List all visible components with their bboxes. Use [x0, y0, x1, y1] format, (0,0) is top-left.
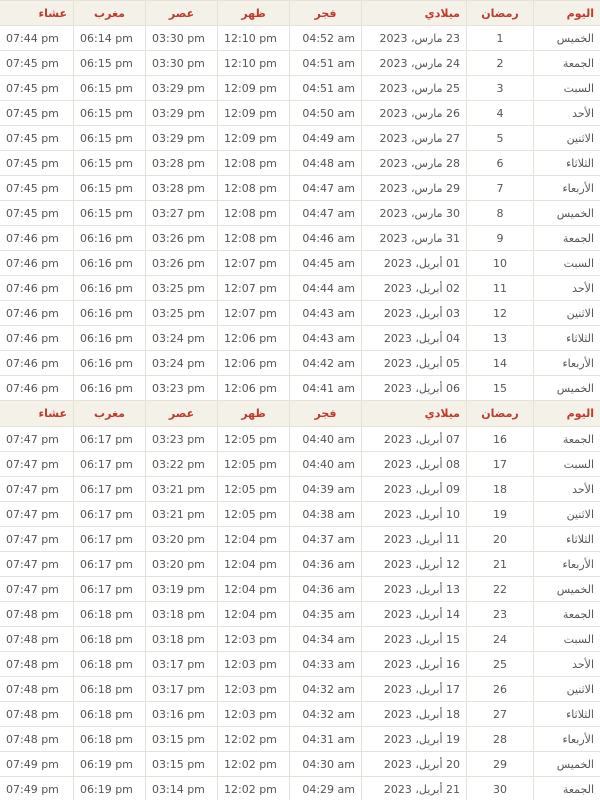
table-row [0, 176, 600, 201]
cell-isha: 07:48 pm [6, 707, 59, 721]
column-header-asr: عصر [145, 401, 217, 426]
table-row [0, 26, 600, 51]
column-header-fajr: فجر [289, 401, 361, 426]
cell-dhuhr: 12:05 pm [217, 502, 289, 526]
cell-asr: 03:15 pm [145, 752, 217, 776]
cell-asr: 03:27 pm [145, 201, 217, 225]
table-row [0, 652, 600, 677]
cell-dhuhr: 12:06 pm [217, 351, 289, 375]
cell-asr: 03:19 pm [145, 577, 217, 601]
cell-fajr: 04:36 am [289, 577, 361, 601]
cell-fajr: 04:30 am [289, 752, 361, 776]
table-row [0, 577, 600, 602]
column-header-ramadan: رمضان [466, 1, 533, 25]
table-row [0, 727, 600, 752]
cell-ramadan: 5 [466, 126, 533, 150]
cell-gregorian: 28 مارس، 2023 [361, 151, 466, 175]
cell-asr: 03:28 pm [145, 151, 217, 175]
cell-isha: 07:45 pm [6, 181, 59, 195]
table-row [0, 276, 600, 301]
cell-isha: 07:49 pm [6, 757, 59, 771]
cell-ramadan: 20 [466, 527, 533, 551]
table-row [0, 151, 600, 176]
cell-dhuhr: 12:05 pm [217, 452, 289, 476]
cell-dhuhr: 12:07 pm [217, 301, 289, 325]
cell-fajr: 04:37 am [289, 527, 361, 551]
cell-maghrib: 06:16 pm [73, 276, 145, 300]
cell-dhuhr: 12:10 pm [217, 26, 289, 50]
cell-day: الاثنين [533, 301, 600, 325]
cell-gregorian: 05 أبريل، 2023 [361, 351, 466, 375]
table-row [0, 702, 600, 727]
cell-maghrib: 06:19 pm [73, 777, 145, 800]
cell-fajr: 04:41 am [289, 376, 361, 400]
cell-ramadan: 21 [466, 552, 533, 576]
cell-maghrib: 06:15 pm [73, 201, 145, 225]
cell-ramadan: 12 [466, 301, 533, 325]
cell-gregorian: 24 مارس، 2023 [361, 51, 466, 75]
cell-ramadan: 27 [466, 702, 533, 726]
cell-isha: 07:45 pm [6, 106, 59, 120]
cell-isha: 07:46 pm [6, 281, 59, 295]
cell-isha: 07:45 pm [6, 81, 59, 95]
cell-asr: 03:20 pm [145, 527, 217, 551]
cell-gregorian: 03 أبريل، 2023 [361, 301, 466, 325]
table-row [0, 101, 600, 126]
cell-asr: 03:22 pm [145, 452, 217, 476]
cell-dhuhr: 12:08 pm [217, 201, 289, 225]
table-row [0, 76, 600, 101]
cell-ramadan: 4 [466, 101, 533, 125]
cell-gregorian: 26 مارس، 2023 [361, 101, 466, 125]
cell-maghrib: 06:16 pm [73, 351, 145, 375]
cell-isha: 07:45 pm [6, 131, 59, 145]
cell-gregorian: 15 أبريل، 2023 [361, 627, 466, 651]
cell-asr: 03:18 pm [145, 602, 217, 626]
cell-gregorian: 09 أبريل، 2023 [361, 477, 466, 501]
cell-isha: 07:46 pm [6, 331, 59, 345]
cell-fajr: 04:36 am [289, 552, 361, 576]
cell-dhuhr: 12:06 pm [217, 376, 289, 400]
cell-maghrib: 06:15 pm [73, 126, 145, 150]
cell-asr: 03:24 pm [145, 351, 217, 375]
column-header-ramadan: رمضان [466, 401, 533, 426]
cell-dhuhr: 12:02 pm [217, 777, 289, 800]
cell-ramadan: 26 [466, 677, 533, 701]
cell-dhuhr: 12:03 pm [217, 677, 289, 701]
table-row [0, 502, 600, 527]
cell-ramadan: 11 [466, 276, 533, 300]
cell-gregorian: 25 مارس، 2023 [361, 76, 466, 100]
cell-fajr: 04:51 am [289, 76, 361, 100]
cell-maghrib: 06:16 pm [73, 226, 145, 250]
cell-day: الخميس [533, 201, 600, 225]
table-row [0, 301, 600, 326]
cell-maghrib: 06:18 pm [73, 677, 145, 701]
cell-dhuhr: 12:03 pm [217, 652, 289, 676]
cell-isha: 07:47 pm [6, 507, 59, 521]
table-row [0, 752, 600, 777]
cell-ramadan: 10 [466, 251, 533, 275]
cell-dhuhr: 12:04 pm [217, 527, 289, 551]
cell-dhuhr: 12:08 pm [217, 151, 289, 175]
cell-asr: 03:23 pm [145, 427, 217, 451]
cell-fajr: 04:38 am [289, 502, 361, 526]
cell-fajr: 04:29 am [289, 777, 361, 800]
table-row [0, 677, 600, 702]
cell-fajr: 04:52 am [289, 26, 361, 50]
cell-maghrib: 06:17 pm [73, 577, 145, 601]
cell-ramadan: 19 [466, 502, 533, 526]
cell-ramadan: 25 [466, 652, 533, 676]
cell-gregorian: 02 أبريل، 2023 [361, 276, 466, 300]
column-header-isha: عشاء [38, 407, 67, 420]
table-row [0, 326, 600, 351]
cell-fajr: 04:40 am [289, 427, 361, 451]
cell-fajr: 04:32 am [289, 702, 361, 726]
cell-asr: 03:26 pm [145, 226, 217, 250]
cell-dhuhr: 12:08 pm [217, 176, 289, 200]
cell-dhuhr: 12:05 pm [217, 427, 289, 451]
cell-maghrib: 06:14 pm [73, 26, 145, 50]
cell-day: الجمعة [533, 226, 600, 250]
cell-maghrib: 06:18 pm [73, 727, 145, 751]
cell-maghrib: 06:17 pm [73, 502, 145, 526]
table-row [0, 126, 600, 151]
cell-fajr: 04:49 am [289, 126, 361, 150]
cell-day: الثلاثاء [533, 702, 600, 726]
cell-ramadan: 18 [466, 477, 533, 501]
cell-ramadan: 23 [466, 602, 533, 626]
cell-isha: 07:49 pm [6, 782, 59, 796]
cell-maghrib: 06:17 pm [73, 477, 145, 501]
cell-isha: 07:46 pm [6, 306, 59, 320]
cell-isha: 07:47 pm [6, 557, 59, 571]
cell-day: الجمعة [533, 777, 600, 800]
cell-ramadan: 24 [466, 627, 533, 651]
cell-dhuhr: 12:08 pm [217, 226, 289, 250]
cell-ramadan: 1 [466, 26, 533, 50]
cell-fajr: 04:48 am [289, 151, 361, 175]
cell-day: السبت [533, 452, 600, 476]
cell-gregorian: 12 أبريل، 2023 [361, 552, 466, 576]
cell-day: الأربعاء [533, 351, 600, 375]
cell-maghrib: 06:17 pm [73, 427, 145, 451]
cell-isha: 07:48 pm [6, 632, 59, 646]
column-header-day: اليوم [533, 1, 600, 25]
cell-fajr: 04:47 am [289, 201, 361, 225]
cell-ramadan: 9 [466, 226, 533, 250]
table-row [0, 627, 600, 652]
cell-maghrib: 06:15 pm [73, 101, 145, 125]
cell-maghrib: 06:16 pm [73, 326, 145, 350]
column-header-gregorian: ميلادي [361, 1, 466, 25]
cell-gregorian: 21 أبريل، 2023 [361, 777, 466, 800]
cell-isha: 07:46 pm [6, 231, 59, 245]
cell-day: الاثنين [533, 677, 600, 701]
table-row [0, 226, 600, 251]
cell-ramadan: 6 [466, 151, 533, 175]
cell-ramadan: 17 [466, 452, 533, 476]
cell-fajr: 04:40 am [289, 452, 361, 476]
cell-maghrib: 06:15 pm [73, 176, 145, 200]
cell-asr: 03:24 pm [145, 326, 217, 350]
cell-day: الثلاثاء [533, 326, 600, 350]
cell-maghrib: 06:18 pm [73, 627, 145, 651]
table-row [0, 602, 600, 627]
cell-fajr: 04:51 am [289, 51, 361, 75]
table-row [0, 351, 600, 376]
cell-day: الأحد [533, 477, 600, 501]
cell-fajr: 04:50 am [289, 101, 361, 125]
column-header-isha: عشاء [38, 6, 67, 20]
cell-dhuhr: 12:10 pm [217, 51, 289, 75]
column-header-day: اليوم [533, 401, 600, 426]
cell-day: الجمعة [533, 602, 600, 626]
cell-ramadan: 15 [466, 376, 533, 400]
cell-dhuhr: 12:06 pm [217, 326, 289, 350]
cell-asr: 03:14 pm [145, 777, 217, 800]
column-header-dhuhr: ظهر [217, 401, 289, 426]
cell-asr: 03:23 pm [145, 376, 217, 400]
column-header-maghrib: مغرب [73, 401, 145, 426]
table-row [0, 251, 600, 276]
column-header-maghrib: مغرب [73, 1, 145, 25]
cell-gregorian: 04 أبريل، 2023 [361, 326, 466, 350]
cell-day: الخميس [533, 752, 600, 776]
cell-gregorian: 14 أبريل، 2023 [361, 602, 466, 626]
table-header-row [0, 0, 600, 26]
cell-day: الأربعاء [533, 176, 600, 200]
table-row [0, 777, 600, 800]
cell-dhuhr: 12:09 pm [217, 101, 289, 125]
cell-asr: 03:25 pm [145, 301, 217, 325]
cell-asr: 03:15 pm [145, 727, 217, 751]
cell-ramadan: 7 [466, 176, 533, 200]
cell-isha: 07:45 pm [6, 156, 59, 170]
cell-asr: 03:18 pm [145, 627, 217, 651]
cell-maghrib: 06:16 pm [73, 251, 145, 275]
cell-maghrib: 06:16 pm [73, 376, 145, 400]
cell-day: الأحد [533, 652, 600, 676]
cell-asr: 03:25 pm [145, 276, 217, 300]
table-row [0, 51, 600, 76]
cell-ramadan: 2 [466, 51, 533, 75]
cell-gregorian: 08 أبريل، 2023 [361, 452, 466, 476]
cell-maghrib: 06:15 pm [73, 151, 145, 175]
cell-ramadan: 28 [466, 727, 533, 751]
cell-maghrib: 06:17 pm [73, 552, 145, 576]
cell-fajr: 04:44 am [289, 276, 361, 300]
cell-gregorian: 18 أبريل، 2023 [361, 702, 466, 726]
cell-day: الأحد [533, 101, 600, 125]
column-header-asr: عصر [145, 1, 217, 25]
cell-isha: 07:48 pm [6, 732, 59, 746]
cell-maghrib: 06:18 pm [73, 602, 145, 626]
cell-isha: 07:47 pm [6, 432, 59, 446]
cell-fajr: 04:46 am [289, 226, 361, 250]
cell-asr: 03:30 pm [145, 26, 217, 50]
cell-gregorian: 06 أبريل، 2023 [361, 376, 466, 400]
cell-day: الثلاثاء [533, 527, 600, 551]
cell-day: الخميس [533, 26, 600, 50]
cell-fajr: 04:43 am [289, 326, 361, 350]
cell-gregorian: 31 مارس، 2023 [361, 226, 466, 250]
table-row [0, 427, 600, 452]
cell-dhuhr: 12:02 pm [217, 727, 289, 751]
cell-day: الثلاثاء [533, 151, 600, 175]
cell-isha: 07:48 pm [6, 657, 59, 671]
cell-dhuhr: 12:04 pm [217, 552, 289, 576]
cell-isha: 07:45 pm [6, 206, 59, 220]
cell-dhuhr: 12:04 pm [217, 577, 289, 601]
cell-maghrib: 06:15 pm [73, 76, 145, 100]
cell-day: الاثنين [533, 126, 600, 150]
cell-isha: 07:48 pm [6, 682, 59, 696]
cell-gregorian: 07 أبريل، 2023 [361, 427, 466, 451]
table-row [0, 201, 600, 226]
cell-fajr: 04:32 am [289, 677, 361, 701]
cell-gregorian: 10 أبريل، 2023 [361, 502, 466, 526]
cell-asr: 03:17 pm [145, 677, 217, 701]
cell-dhuhr: 12:09 pm [217, 126, 289, 150]
cell-fajr: 04:45 am [289, 251, 361, 275]
cell-ramadan: 14 [466, 351, 533, 375]
cell-isha: 07:46 pm [6, 256, 59, 270]
cell-day: الاثنين [533, 502, 600, 526]
table-row [0, 376, 600, 401]
cell-dhuhr: 12:07 pm [217, 251, 289, 275]
cell-dhuhr: 12:03 pm [217, 702, 289, 726]
cell-asr: 03:17 pm [145, 652, 217, 676]
cell-ramadan: 29 [466, 752, 533, 776]
cell-maghrib: 06:15 pm [73, 51, 145, 75]
cell-dhuhr: 12:02 pm [217, 752, 289, 776]
cell-asr: 03:26 pm [145, 251, 217, 275]
cell-isha: 07:47 pm [6, 582, 59, 596]
cell-dhuhr: 12:09 pm [217, 76, 289, 100]
cell-isha: 07:45 pm [6, 56, 59, 70]
cell-gregorian: 27 مارس، 2023 [361, 126, 466, 150]
cell-day: الخميس [533, 577, 600, 601]
cell-isha: 07:48 pm [6, 607, 59, 621]
cell-ramadan: 22 [466, 577, 533, 601]
cell-day: الخميس [533, 376, 600, 400]
cell-gregorian: 17 أبريل، 2023 [361, 677, 466, 701]
cell-asr: 03:30 pm [145, 51, 217, 75]
cell-isha: 07:44 pm [6, 31, 59, 45]
cell-fajr: 04:35 am [289, 602, 361, 626]
cell-day: السبت [533, 251, 600, 275]
cell-gregorian: 11 أبريل، 2023 [361, 527, 466, 551]
cell-ramadan: 8 [466, 201, 533, 225]
table-header-row [0, 401, 600, 427]
cell-asr: 03:21 pm [145, 502, 217, 526]
cell-day: السبت [533, 627, 600, 651]
cell-fajr: 04:42 am [289, 351, 361, 375]
cell-asr: 03:20 pm [145, 552, 217, 576]
cell-fajr: 04:47 am [289, 176, 361, 200]
cell-day: الجمعة [533, 51, 600, 75]
table-row [0, 452, 600, 477]
cell-ramadan: 13 [466, 326, 533, 350]
cell-fajr: 04:34 am [289, 627, 361, 651]
cell-gregorian: 30 مارس، 2023 [361, 201, 466, 225]
cell-day: الأحد [533, 276, 600, 300]
cell-asr: 03:29 pm [145, 126, 217, 150]
cell-asr: 03:21 pm [145, 477, 217, 501]
cell-isha: 07:46 pm [6, 381, 59, 395]
column-header-gregorian: ميلادي [361, 401, 466, 426]
cell-gregorian: 19 أبريل، 2023 [361, 727, 466, 751]
cell-fajr: 04:43 am [289, 301, 361, 325]
cell-isha: 07:47 pm [6, 457, 59, 471]
cell-ramadan: 16 [466, 427, 533, 451]
column-header-dhuhr: ظهر [217, 1, 289, 25]
cell-asr: 03:29 pm [145, 101, 217, 125]
cell-fajr: 04:31 am [289, 727, 361, 751]
cell-day: الأربعاء [533, 552, 600, 576]
cell-day: السبت [533, 76, 600, 100]
cell-gregorian: 01 أبريل، 2023 [361, 251, 466, 275]
cell-gregorian: 16 أبريل، 2023 [361, 652, 466, 676]
cell-gregorian: 13 أبريل، 2023 [361, 577, 466, 601]
cell-ramadan: 30 [466, 777, 533, 800]
column-header-fajr: فجر [289, 1, 361, 25]
cell-fajr: 04:33 am [289, 652, 361, 676]
cell-maghrib: 06:18 pm [73, 652, 145, 676]
cell-maghrib: 06:19 pm [73, 752, 145, 776]
cell-fajr: 04:39 am [289, 477, 361, 501]
cell-asr: 03:16 pm [145, 702, 217, 726]
cell-dhuhr: 12:03 pm [217, 627, 289, 651]
cell-dhuhr: 12:04 pm [217, 602, 289, 626]
cell-maghrib: 06:17 pm [73, 527, 145, 551]
cell-asr: 03:28 pm [145, 176, 217, 200]
cell-maghrib: 06:17 pm [73, 452, 145, 476]
cell-day: الجمعة [533, 427, 600, 451]
cell-gregorian: 23 مارس، 2023 [361, 26, 466, 50]
table-row [0, 552, 600, 577]
cell-maghrib: 06:18 pm [73, 702, 145, 726]
cell-gregorian: 29 مارس، 2023 [361, 176, 466, 200]
table-row [0, 477, 600, 502]
cell-dhuhr: 12:07 pm [217, 276, 289, 300]
table-row [0, 527, 600, 552]
cell-day: الأربعاء [533, 727, 600, 751]
cell-maghrib: 06:16 pm [73, 301, 145, 325]
cell-isha: 07:47 pm [6, 482, 59, 496]
cell-ramadan: 3 [466, 76, 533, 100]
cell-isha: 07:47 pm [6, 532, 59, 546]
cell-dhuhr: 12:05 pm [217, 477, 289, 501]
cell-gregorian: 20 أبريل، 2023 [361, 752, 466, 776]
cell-asr: 03:29 pm [145, 76, 217, 100]
cell-isha: 07:46 pm [6, 356, 59, 370]
